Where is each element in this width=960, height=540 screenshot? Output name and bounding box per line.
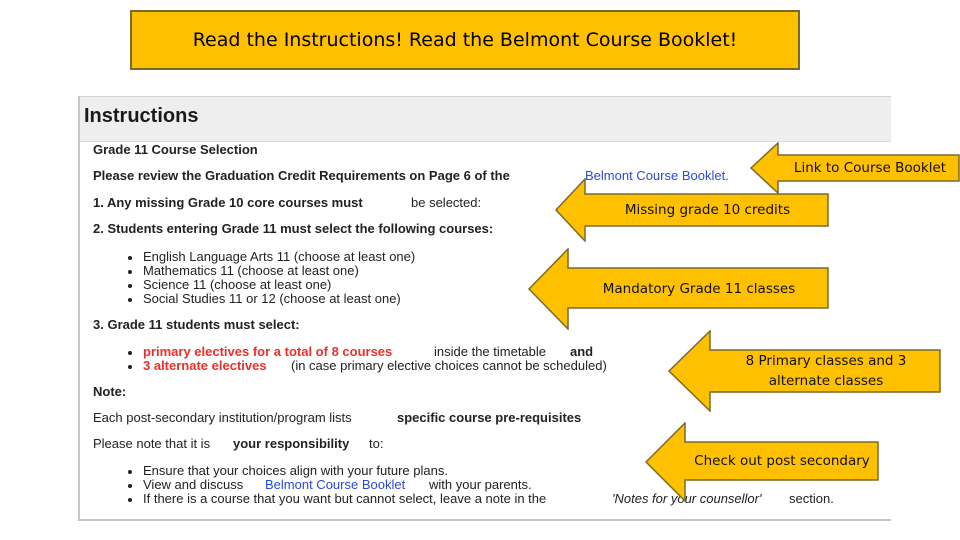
note-line: Each post-secondary institution/program lists: [93, 410, 352, 425]
item-3: 3. Grade 11 students must select:: [93, 317, 300, 332]
callout-label: Missing grade 10 credits: [624, 202, 791, 218]
callout-label: 8 Primary classes and 3 alternate classes: [745, 353, 907, 389]
callout-mandatory-classes: [528, 248, 830, 330]
callout-label: Link to Course Booklet: [793, 160, 947, 176]
bullet: [128, 298, 132, 302]
note-line-bold: specific course pre-requisites: [397, 410, 582, 425]
bullet: [128, 284, 132, 288]
note-label: Note:: [93, 384, 127, 399]
counsellor-notes-text: 'Notes for your counsellor': [612, 491, 762, 506]
bullet: [128, 351, 132, 355]
primary-electives-rest: inside the timetable: [434, 344, 547, 359]
responsibility-item: If there is a course that you want but cannot select, leave a note in the: [143, 491, 547, 506]
alternate-electives-text: 3 alternate electives: [143, 358, 267, 373]
course-item: Science 11 (choose at least one): [143, 277, 332, 292]
section-title: Grade 11 Course Selection: [93, 142, 258, 157]
callout-label: Check out post secondary: [694, 453, 870, 469]
callout-missing-credits: [555, 178, 830, 242]
instructions-header: [80, 97, 891, 142]
item-1-rest: be selected:: [411, 195, 482, 210]
responsibility-item-suffix: with your parents.: [429, 477, 532, 492]
responsibility-item-suffix: section.: [789, 491, 834, 506]
responsibility-suffix: to:: [369, 436, 384, 451]
booklet-link[interactable]: Belmont Course Booklet.: [585, 168, 729, 183]
item-1-bold: 1. Any missing Grade 10 core courses must: [93, 195, 363, 210]
page-title: Read the Instructions! Read the Belmont Course Booklet!: [192, 29, 738, 51]
callout-post-secondary: [645, 422, 880, 502]
bullet: [128, 256, 132, 260]
callout-primary-alternate: [668, 330, 942, 412]
responsibility-item: Ensure that your choices align with your future plans.: [143, 463, 448, 478]
and-text: and: [570, 344, 594, 359]
callout-label: Mandatory Grade 11 classes: [602, 281, 796, 297]
bullet: [128, 470, 132, 474]
responsibility-bold: your responsibility: [233, 436, 350, 451]
primary-electives-text: primary electives for a total of 8 courses: [143, 344, 393, 359]
bullet: [128, 365, 132, 369]
instructions-heading: Instructions: [84, 105, 199, 127]
responsibility-prefix: Please note that it is: [93, 436, 211, 451]
review-text: Please review the Graduation Credit Requirements on Page 6 of the: [93, 168, 510, 183]
title-banner: [130, 10, 800, 70]
bullet: [128, 498, 132, 502]
bullet: [128, 270, 132, 274]
booklet-link-2[interactable]: Belmont Course Booklet: [265, 477, 406, 492]
responsibility-item: View and discuss: [143, 477, 244, 492]
alternate-electives-rest: (in case primary elective choices cannot be scheduled): [291, 358, 607, 373]
course-item: Social Studies 11 or 12 (choose at least one): [143, 291, 401, 306]
item-2: 2. Students entering Grade 11 must select the following courses:: [93, 221, 494, 236]
course-item: English Language Arts 11 (choose at least one): [143, 249, 416, 264]
course-item: Mathematics 11 (choose at least one): [143, 263, 359, 278]
bullet: [128, 484, 132, 488]
